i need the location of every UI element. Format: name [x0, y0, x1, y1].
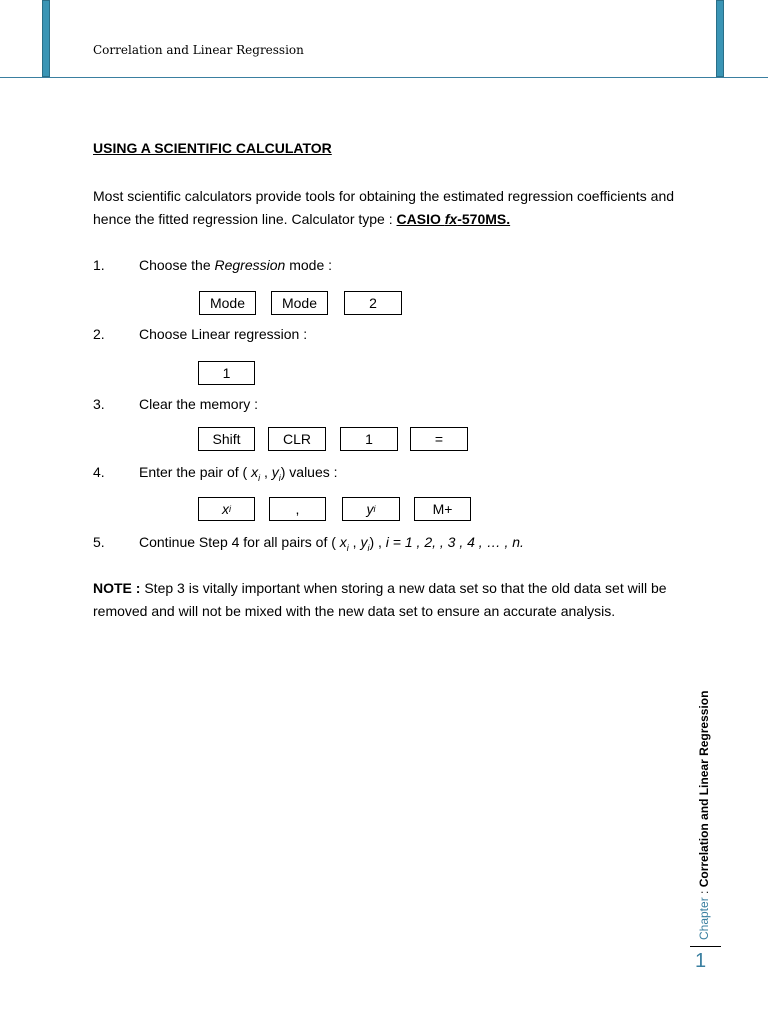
step-text: Choose Linear regression : [139, 326, 308, 342]
key-yi [342, 497, 400, 521]
step-number: 4. [93, 464, 105, 480]
key-1: 1 [340, 427, 398, 451]
key-x-label: x [222, 501, 229, 517]
step-text [139, 464, 338, 483]
key-comma: , [269, 497, 326, 521]
header-left-bar [42, 0, 50, 77]
separator: , [260, 464, 272, 480]
step-text-italic: Regression [214, 257, 286, 273]
chapter-colon: : [697, 887, 711, 898]
key-y-subscript: i [373, 504, 376, 514]
key-clr: CLR [268, 427, 326, 451]
key-mode: Mode [199, 291, 256, 315]
header-rule [0, 77, 768, 78]
subscript-i: i [346, 542, 349, 553]
step-text [139, 257, 332, 273]
key-equals: = [410, 427, 468, 451]
chapter-title: Correlation and Linear Regression [697, 690, 711, 888]
key-y-label: y [366, 501, 374, 517]
intro-paragraph [93, 185, 693, 230]
subscript-i: i [278, 472, 281, 483]
key-mode: Mode [271, 291, 328, 315]
note-text: Step 3 is vitally important when storing a new data set so that the old data set will be removed and will not be mixed with the new data set to ensure an accurate analysis. [93, 580, 667, 619]
header-title: Correlation and Linear Regression [93, 43, 304, 57]
step-text-pre: Enter the pair of ( [139, 464, 252, 480]
var-x: x [251, 464, 259, 480]
step-text [139, 534, 524, 553]
key-2: 2 [344, 291, 402, 315]
var-x: x [339, 534, 347, 550]
page-number: 1 [695, 950, 707, 972]
subscript-i: i [258, 472, 261, 483]
key-shift: Shift [198, 427, 255, 451]
step-text-post: ) values : [280, 464, 338, 480]
step-text-post: mode : [285, 257, 333, 273]
var-y: y [360, 534, 368, 550]
intro-text: Most scientific calculators provide tools for obtaining the estimated regression coefficients and hence the fitted regression line. Calculator type : [93, 188, 675, 227]
key-1: 1 [198, 361, 255, 385]
step-number: 5. [93, 534, 105, 550]
step-text-mid: ) , [369, 534, 386, 550]
note-label: NOTE : [93, 580, 141, 596]
step-text-pre: Continue Step 4 for all pairs of ( [139, 534, 340, 550]
section-title: USING A SCIENTIFIC CALCULATOR [93, 140, 332, 156]
calc-suffix: -570MS. [457, 210, 511, 227]
step-number: 2. [93, 326, 105, 342]
key-m-plus: M+ [414, 497, 471, 521]
key-xi [198, 497, 255, 521]
calc-italic: fx [444, 210, 458, 227]
chapter-word: Chapter [697, 897, 711, 940]
sidebar-chapter-label [697, 691, 711, 940]
separator: , [348, 534, 361, 550]
step-text: Clear the memory : [139, 396, 259, 412]
footer-rule [690, 946, 721, 947]
step-text-pre: Choose the [139, 257, 215, 273]
header-right-bar [716, 0, 724, 77]
calc-prefix: CASIO [396, 210, 445, 227]
var-y: y [271, 464, 279, 480]
calculator-type [397, 211, 511, 227]
step-number: 3. [93, 396, 105, 412]
note-paragraph [93, 577, 693, 622]
step-number: 1. [93, 257, 105, 273]
subscript-i: i [367, 542, 370, 553]
index-range: i = 1 , 2, , 3 , 4 , … , n. [385, 534, 524, 550]
key-x-subscript: i [229, 504, 231, 514]
